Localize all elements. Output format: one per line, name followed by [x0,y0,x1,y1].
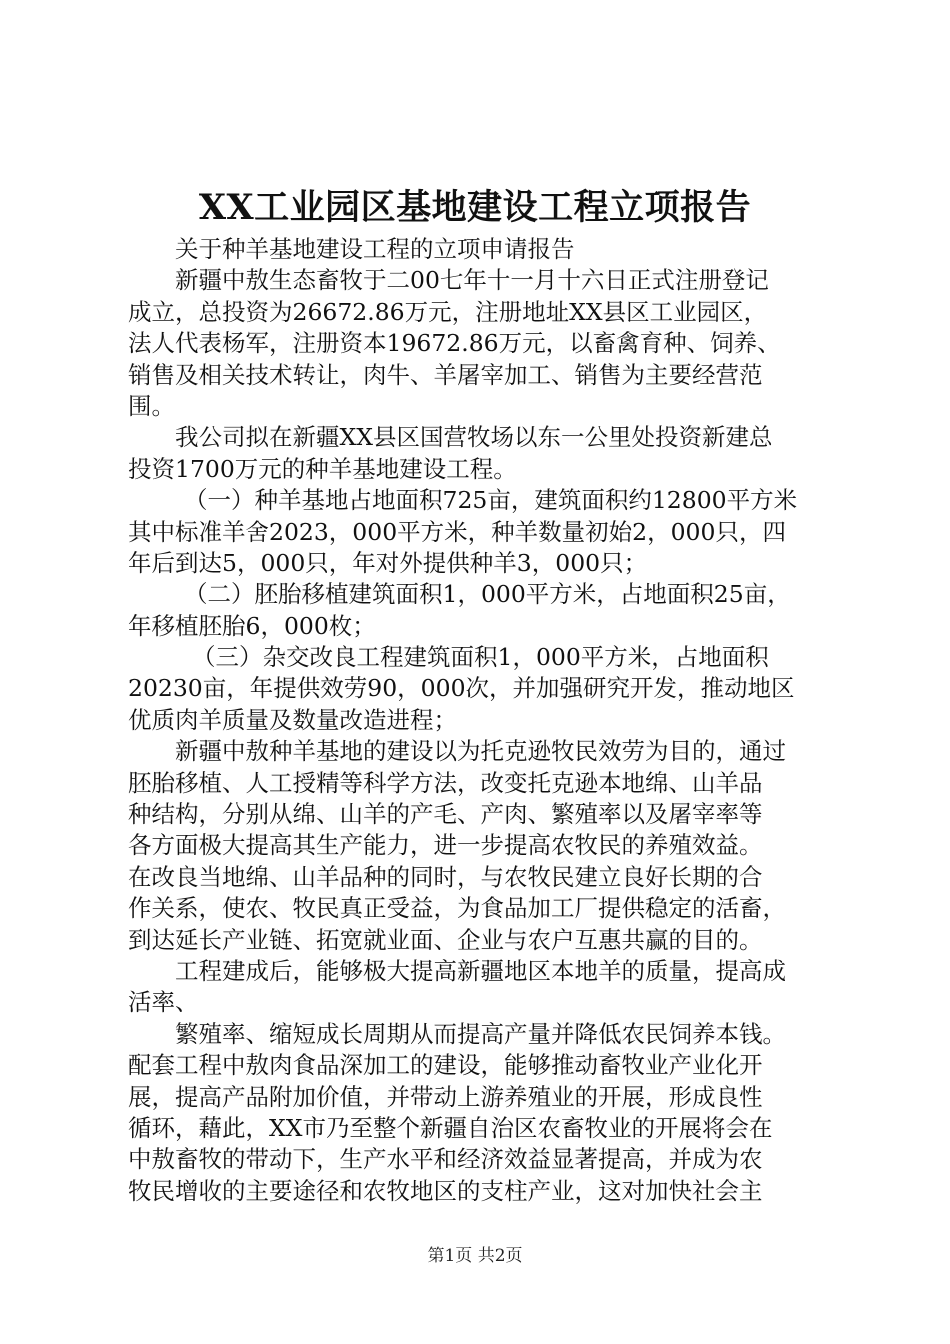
body-line: 各方面极大提高其生产能力，进一步提高农牧民的养殖效益。 [128,831,763,860]
body-line: 年移植胚胎6，000枚； [128,611,376,640]
body-line: （二）胚胎移植建筑面积1，000平方米，占地面积25亩， [184,580,791,609]
body-line: 在改良当地绵、山羊品种的同时，与农牧民建立良好长期的合 [128,862,763,891]
body-line: 活率、 [128,988,199,1017]
document-title: XX工业园区基地建设工程立项报告 [198,187,752,228]
body-line: 其中标准羊舍2023，000平方米，种羊数量初始2，000只，四 [128,517,786,546]
body-line: 法人代表杨军，注册资本19672.86万元，以畜禽育种、饲养、 [128,329,781,358]
body-line: 循环，藉此，XX市乃至整个新疆自治区农畜牧业的开展将会在 [128,1113,773,1142]
body-line: 围。 [128,391,175,420]
body-line: 20230亩，年提供效劳90，000次，并加强研究开发，推动地区 [128,674,795,703]
body-line: 到达延长产业链、拓宽就业面、企业与农户互惠共赢的目的。 [128,925,763,954]
body-line: 关于种羊基地建设工程的立项申请报告 [175,235,575,263]
body-line: 牧民增收的主要途径和农牧地区的支柱产业，这对加快社会主 [128,1176,763,1205]
body-line: 展，提高产品附加价值，并带动上游养殖业的开展，形成良性 [128,1082,763,1111]
page-footer: 第1页 共2页 [427,1246,523,1266]
body-line: （一）种羊基地占地面积725亩，建筑面积约12800平方米 [184,486,798,515]
body-line: 工程建成后，能够极大提高新疆地区本地羊的质量，提高成 [175,956,786,985]
body-line: 销售及相关技术转让，肉牛、羊屠宰加工、销售为主要经营范 [128,360,763,389]
body-line: 繁殖率、缩短成长周期从而提高产量并降低农民饲养本钱。 [175,1019,786,1048]
body-line: 年后到达5，000只，年对外提供种羊3，000只； [128,548,648,577]
body-line: 优质肉羊质量及数量改造进程； [128,705,457,734]
body-line: 种结构，分别从绵、山羊的产毛、产肉、繁殖率以及屠宰率等 [128,800,763,829]
body-line: 胚胎移植、人工授精等科学方法，改变托克逊本地绵、山羊品 [128,768,763,797]
document-body [128,234,838,1207]
body-line: 作关系，使农、牧民真正受益，为食品加工厂提供稳定的活畜， [128,894,786,923]
body-line: （三）杂交改良工程建筑面积1，000平方米，占地面积 [192,643,769,672]
body-line: 新疆中敖种羊基地的建设以为托克逊牧民效劳为目的，通过 [175,737,786,766]
body-line: 中敖畜牧的带动下，生产水平和经济效益显著提高，并成为农 [128,1145,763,1174]
body-line: 成立，总投资为26672.86万元，注册地址XX县区工业园区， [128,297,768,326]
body-line: 配套工程中敖肉食品深加工的建设，能够推动畜牧业产业化开 [128,1051,763,1080]
body-line: 新疆中敖生态畜牧于二00七年十一月十六日正式注册登记 [175,266,769,295]
body-line: 我公司拟在新疆XX县区国营牧场以东一公里处投资新建总 [175,423,773,452]
body-line: 投资1700万元的种羊基地建设工程。 [128,454,517,483]
